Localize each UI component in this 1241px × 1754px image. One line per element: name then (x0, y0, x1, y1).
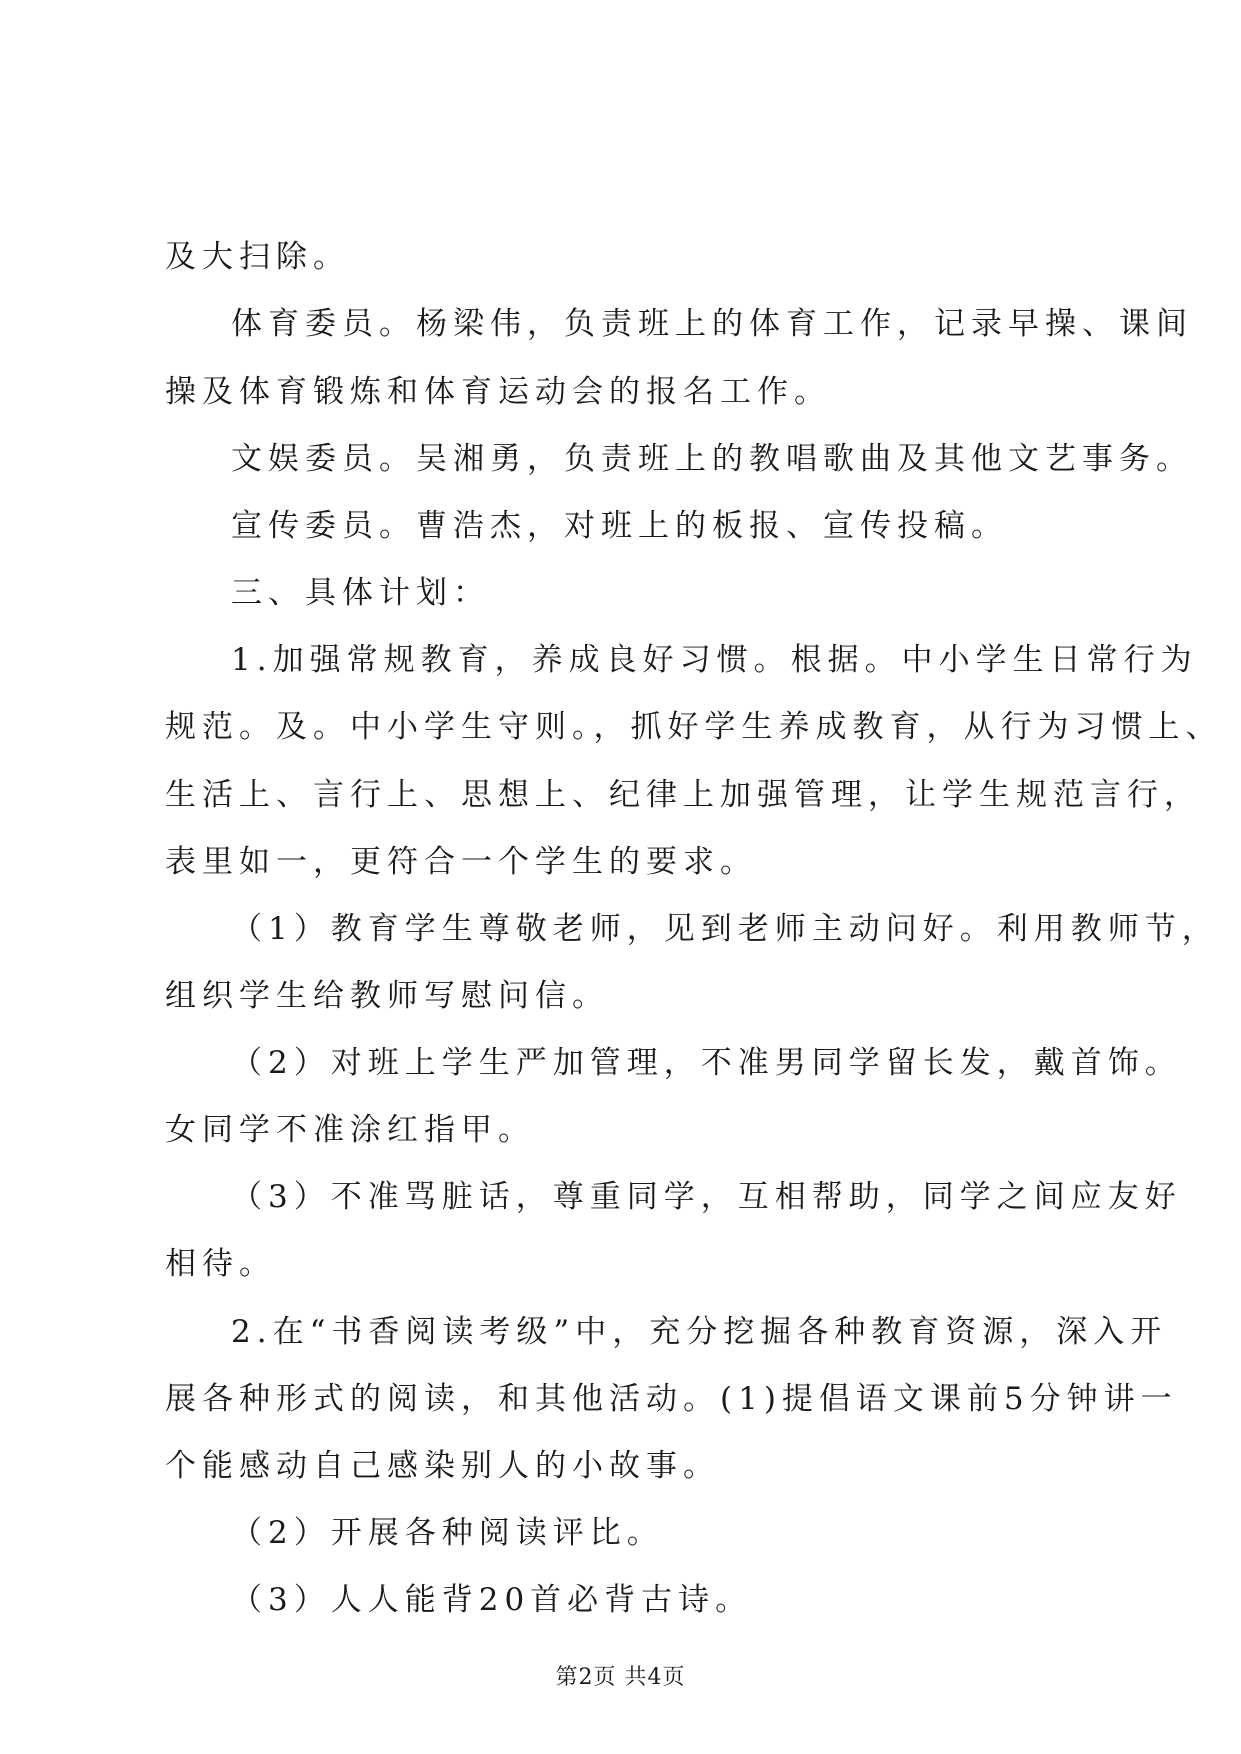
text-line: 操及体育锻炼和体育运动会的报名工作。 (165, 374, 831, 410)
text-line: 1.加强常规教育，养成良好习惯。根据。中小学生日常行为 (231, 642, 1198, 678)
text-line: （1）教育学生尊敬老师，见到老师主动问好。利用教师节， (231, 911, 1219, 947)
text-line: 体育委员。杨梁伟，负责班上的体育工作，记录早操、课间 (231, 306, 1193, 342)
text-line: 生活上、言行上、思想上、纪律上加强管理，让学生规范言行， (165, 777, 1201, 813)
section-heading: 三、具体计划： (231, 575, 490, 611)
page-number-footer: 第2页 共4页 (555, 1665, 686, 1690)
text-line: 规范。及。中小学生守则。，抓好学生养成教育，从行为习惯上、 (165, 709, 1223, 745)
text-line: 宣传委员。曹浩杰，对班上的板报、宣传投稿。 (231, 508, 1008, 544)
text-line: 表里如一，更符合一个学生的要求。 (165, 844, 757, 880)
text-line: 展各种形式的阅读，和其他活动。(1)提倡语文课前5分钟讲一 (165, 1381, 1178, 1417)
text-line: 女同学不准涂红指甲。 (165, 1112, 535, 1148)
text-line: （2）对班上学生严加管理，不准男同学留长发，戴首饰。 (231, 1045, 1182, 1081)
text-line: 文娱委员。吴湘勇，负责班上的教唱歌曲及其他文艺事务。 (231, 441, 1193, 477)
text-line: 组织学生给教师写慰问信。 (165, 978, 609, 1014)
text-line: 2.在“书香阅读考级”中，充分挖掘各种教育资源，深入开 (231, 1314, 1168, 1350)
text-line: （3）不准骂脏话，尊重同学，互相帮助，同学之间应友好 (231, 1179, 1182, 1215)
text-line: （2）开展各种阅读评比。 (231, 1515, 664, 1551)
text-line: 及大扫除。 (165, 239, 350, 275)
text-line: 个能感动自己感染别人的小故事。 (165, 1448, 720, 1484)
text-line: 相待。 (165, 1246, 276, 1282)
text-line: （3）人人能背20首必背古诗。 (231, 1582, 753, 1618)
